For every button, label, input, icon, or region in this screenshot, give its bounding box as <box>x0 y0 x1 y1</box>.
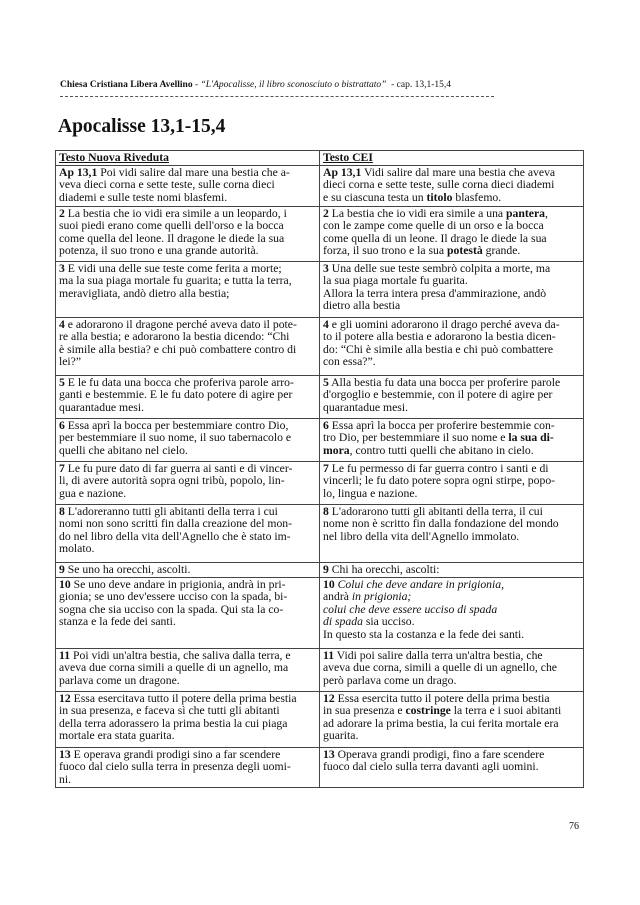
verse-text: parlava come un dragone. <box>59 673 180 687</box>
verse-text: e gli uomini adorarono il drago perché aveva da- <box>328 317 560 331</box>
page-title: Apocalisse 13,1-15,4 <box>58 116 226 137</box>
verse-text: però parlava come un drago. <box>323 673 457 687</box>
verse-text: d'orgoglio e bestemmie, con il potere di agire per <box>323 388 553 402</box>
table-row <box>56 206 584 261</box>
verse-text: sogna che sia ucciso con la spada. Qui sta la co- <box>59 602 284 616</box>
verse-text: mortale era stata guarita. <box>59 729 175 743</box>
bold-text: 2 <box>323 206 329 220</box>
verse-text: Essa aprì la bocca per proferire bestemmie con- <box>328 418 555 432</box>
verse-text: Una delle sue teste sembrò colpita a morte, ma <box>328 261 551 275</box>
verse-text: e adorarono il dragone perché aveva dato il pote- <box>64 317 297 331</box>
italic-text: di spada <box>323 615 363 629</box>
table-row <box>56 562 584 577</box>
verse-text: La bestia che io vidi era simile a una <box>328 206 507 220</box>
verse-text: La bestia che io vidi era simile a un leopardo, i <box>64 206 287 220</box>
verse-text: quarantadue mesi. <box>323 400 409 414</box>
verse-text: In questo sta la costanza e la fede dei santi. <box>323 627 525 641</box>
verse-text: fuoco dal cielo sulla terra in presenza degli uomi- <box>59 760 291 774</box>
verse-text: Le fu permesso di far guerra contro i santi e di <box>328 461 549 475</box>
bold-text: 12 <box>59 691 71 705</box>
verse-text: andrà <box>323 590 352 604</box>
verse-text: Allora la terra intera presa d'ammirazione, andò <box>323 286 547 300</box>
verse-text: la sua piaga mortale fu guarita. <box>323 274 468 288</box>
bold-text: 10 <box>59 577 71 591</box>
nuova-riveduta-cell <box>56 461 320 504</box>
verse-text: L'adorarono tutti gli abitanti della terra, il cui <box>328 504 543 518</box>
cei-cell <box>320 648 584 691</box>
bold-text: mora <box>323 443 350 457</box>
bold-text: 11 <box>59 648 71 662</box>
verse-text: aveva due corna simili a quelle di un agnello, ma <box>59 661 289 675</box>
nuova-riveduta-cell <box>56 317 320 375</box>
verse-text: molato. <box>59 542 95 556</box>
verse-text: Essa esercitava tutto il potere della prima bestia <box>70 691 297 705</box>
verse-text: e su ciascuna testa un <box>323 190 427 204</box>
italic-text: colui che deve essere ucciso di spada <box>323 602 498 616</box>
nuova-riveduta-cell <box>56 418 320 461</box>
nuova-riveduta-cell <box>56 504 320 562</box>
verse-text: Operava grandi prodigi, fino a fare scendere <box>334 747 545 761</box>
table-row <box>56 317 584 375</box>
cei-cell <box>320 691 584 747</box>
nuova-riveduta-cell <box>56 165 320 206</box>
verse-text: Chi ha orecchi, ascolti: <box>328 562 440 576</box>
table-row <box>56 165 584 206</box>
cei-cell <box>320 317 584 375</box>
bold-text: 7 <box>59 461 65 475</box>
verse-text: ganti e bestemmie. E le fu dato potere di agire per <box>59 388 293 402</box>
cei-cell <box>320 375 584 418</box>
table-row <box>56 375 584 418</box>
verse-text: Essa aprì la bocca per bestemmiare contro Dio, <box>64 418 289 432</box>
verse-text: dieci corna e sette teste, sulle corna dieci diademi <box>323 178 555 192</box>
verse-text: E vidi una delle sue teste come ferita a morte; <box>64 261 282 275</box>
verse-text: Le fu pure dato di far guerra ai santi e di vincer- <box>64 461 293 475</box>
bold-text: 13 <box>59 747 71 761</box>
bold-text: titolo <box>426 190 453 204</box>
verse-text: lo, lingua e nazione. <box>323 486 418 500</box>
bold-text: 8 <box>59 504 65 518</box>
bold-text: 9 <box>59 562 65 576</box>
bold-text: 11 <box>323 648 335 662</box>
nuova-riveduta-cell <box>56 562 320 577</box>
verse-text: potenza, il suo trono e una grande autorità. <box>59 244 259 258</box>
verse-text: della terra adorassero la prima bestia la cui piaga <box>59 716 288 730</box>
nuova-riveduta-cell <box>56 206 320 261</box>
nuova-riveduta-cell <box>56 261 320 317</box>
verse-text: ni. <box>59 772 72 786</box>
verse-text: Vidi poi salire dalla terra un'altra bestia, che <box>334 648 543 662</box>
verse-text: li, di avere autorità sopra ogni tribù, popolo, lin- <box>59 474 285 488</box>
table-row <box>56 461 584 504</box>
cei-cell <box>320 418 584 461</box>
verse-text: meravigliata, andò dietro alla bestia; <box>59 286 230 300</box>
bold-text: potestà <box>446 244 483 258</box>
verse-text: diademi e sulle teste nomi blasfemi. <box>59 190 228 204</box>
header-org: Chiesa Cristiana Libera Avellino <box>60 80 193 90</box>
verse-text: Essa esercita tutto il potere della prima bestia <box>334 691 550 705</box>
verse-text: guarita. <box>323 729 359 743</box>
verse-text: quarantadue mesi. <box>59 400 145 414</box>
verse-text: to il potere alla bestia e adorarono la bestia dicen- <box>323 330 556 344</box>
table-row <box>56 261 584 317</box>
table-row <box>56 418 584 461</box>
bold-text: la sua di- <box>508 431 554 445</box>
verse-text: per bestemmiare il suo nome, il suo tabernacolo e <box>59 431 292 445</box>
bold-text: 3 <box>323 261 329 275</box>
verse-text: forza, il suo trono e la sua <box>323 244 447 258</box>
verse-text: nome non è scritto fin dalla fondazione del mondo <box>323 517 559 531</box>
bold-text: 9 <box>323 562 329 576</box>
verse-text: come quella di un leone. Il drago le diede la sua <box>323 231 547 245</box>
cei-cell <box>320 577 584 648</box>
cei-cell <box>320 562 584 577</box>
verse-text: con le zampe come quelle di un orso e la bocca <box>323 219 544 233</box>
bold-text: 4 <box>323 317 329 331</box>
italic-text: Colui che deve andare in prigionia, <box>337 577 505 591</box>
verse-text: la terra e i suoi abitanti <box>450 704 562 718</box>
verse-text: aveva due corna, simili a quelle di un agnello, che <box>323 661 557 675</box>
bold-text: costringe <box>405 704 451 718</box>
cei-cell <box>320 461 584 504</box>
verse-text: nel libro della vita dell'Agnello immolato. <box>323 529 520 543</box>
verse-text: quelli che abitano nel cielo. <box>59 443 188 457</box>
table-row <box>56 648 584 691</box>
cei-cell <box>320 206 584 261</box>
verse-text: tro Dio, per bestemmiare il suo nome e <box>323 431 509 445</box>
bold-text: 13 <box>323 747 335 761</box>
verse-text: vincerli; le fu dato potere sopra ogni stirpe, popo- <box>323 474 556 488</box>
bold-text: pantera <box>506 206 546 220</box>
verse-text: Se uno ha orecchi, ascolti. <box>64 562 191 576</box>
table-header-row <box>56 151 584 166</box>
nuova-riveduta-cell <box>56 375 320 418</box>
bold-text: 3 <box>59 261 65 275</box>
table-row <box>56 577 584 648</box>
verse-text: blasfemo. <box>452 190 502 204</box>
nuova-riveduta-cell <box>56 648 320 691</box>
verse-text: gionia; se uno dev'essere ucciso con la spada, bi- <box>59 590 288 604</box>
verse-text: suoi piedi erano come quelli dell'orso e la bocca <box>59 219 284 233</box>
verse-text: fuoco dal cielo sulla terra davanti agli uomini. <box>323 760 539 774</box>
bold-text: 5 <box>59 375 65 389</box>
verse-text: Poi vidi un'altra bestia, che saliva dalla terra, e <box>70 648 291 662</box>
table-row <box>56 747 584 787</box>
verse-text: Vidi salire dal mare una bestia che aveva <box>361 165 556 179</box>
verse-text: E operava grandi prodigi sino a far scendere <box>70 747 281 761</box>
bold-text: 6 <box>323 418 329 432</box>
table-row <box>56 504 584 562</box>
verse-text: sia ucciso. <box>362 615 415 629</box>
column-header-nuova-riveduta: Testo Nuova Riveduta <box>56 151 320 166</box>
nuova-riveduta-cell <box>56 747 320 787</box>
verse-text: è simile alla bestia? e chi può combattere contro di <box>59 342 297 356</box>
table-row <box>56 691 584 747</box>
header-separator: - <box>192 80 201 90</box>
verse-text: veva dieci corna e sette teste, sulle corna dieci <box>59 178 275 192</box>
verse-text: in sua presenza e <box>323 704 406 718</box>
bold-text: 12 <box>323 691 335 705</box>
verse-text: come quella del leone. Il dragone le diede la sua <box>59 231 285 245</box>
bold-text: Ap 13,1 <box>323 165 362 179</box>
verse-text: dietro alla bestia <box>323 299 401 313</box>
verse-text: in sua presenza, e faceva sì che tutti gli abitanti <box>59 704 280 718</box>
verse-text: ma la sua piaga mortale fu guarita; e tutta la terra, <box>59 274 292 288</box>
verse-text: , contro tutti quelli che abitano in cielo. <box>349 443 534 457</box>
comparison-table <box>55 150 584 788</box>
header-chapter: - cap. 13,1-15,4 <box>386 80 452 90</box>
cei-cell <box>320 504 584 562</box>
nuova-riveduta-cell <box>56 691 320 747</box>
verse-text: gua e nazione. <box>59 486 127 500</box>
cei-cell <box>320 165 584 206</box>
verse-text: do: “Chi è simile alla bestia e chi può combattere <box>323 342 554 356</box>
verse-text: Alla bestia fu data una bocca per proferire parole <box>328 375 561 389</box>
verse-text: , <box>545 206 548 220</box>
verse-text: do nel libro della vita dell'Agnello che è stato im- <box>59 529 291 543</box>
verse-text: con essa?”. <box>323 355 376 369</box>
verse-text: E le fu data una bocca che proferiva parole arro- <box>64 375 294 389</box>
verse-text: stanza e la fede dei santi. <box>59 615 176 629</box>
cei-cell <box>320 261 584 317</box>
header-book-title: “L'Apocalisse, il libro sconosciuto o bistrattato” <box>200 80 387 90</box>
italic-text: in prigionia; <box>351 590 412 604</box>
verse-text: nomi non sono scritti fin dalla creazione del mon- <box>59 517 293 531</box>
verse-text: L'adoreranno tutti gli abitanti della terra i cui <box>64 504 278 518</box>
verse-text: grande. <box>482 244 521 258</box>
bold-text: 6 <box>59 418 65 432</box>
bold-text: 4 <box>59 317 65 331</box>
bold-text: Ap 13,1 <box>59 165 98 179</box>
bold-text: 8 <box>323 504 329 518</box>
verse-text: Se uno deve andare in prigionia, andrà in pri- <box>70 577 286 591</box>
verse-text: ad adorare la prima bestia, la cui ferita mortale era <box>323 716 559 730</box>
nuova-riveduta-cell <box>56 577 320 648</box>
running-header <box>60 80 580 90</box>
verse-text: re alla bestia; e adorarono la bestia dicendo: “Chi <box>59 330 290 344</box>
bold-text: 2 <box>59 206 65 220</box>
bold-text: 5 <box>323 375 329 389</box>
bold-text: 10 <box>323 577 335 591</box>
page-number: 76 <box>569 821 579 832</box>
bold-text: 7 <box>323 461 329 475</box>
header-rule <box>60 96 494 97</box>
verse-text: Poi vidi salire dal mare una bestia che a- <box>97 165 290 179</box>
column-header-cei: Testo CEI <box>320 151 584 166</box>
verse-text: lei?” <box>59 355 82 369</box>
cei-cell <box>320 747 584 787</box>
